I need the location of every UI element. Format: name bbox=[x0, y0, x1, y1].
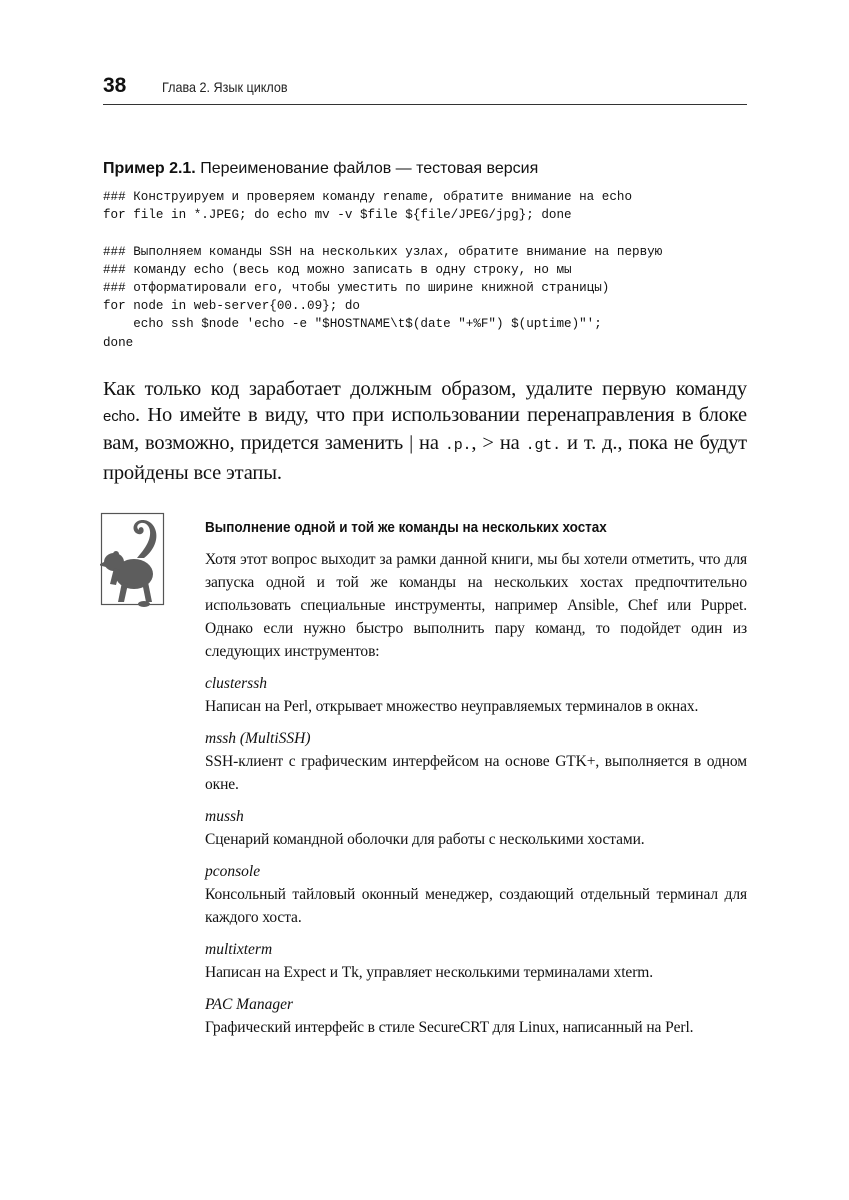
example-caption bbox=[103, 160, 538, 178]
inline-code-gt: .gt. bbox=[525, 437, 561, 455]
note-block bbox=[205, 517, 747, 1039]
paragraph-text-4: и т. д., пока не будут пройдены все этапы. bbox=[103, 432, 747, 484]
tool-name: multixterm bbox=[205, 941, 273, 958]
tool-name: pconsole bbox=[205, 863, 261, 880]
tool-name: mussh bbox=[205, 808, 244, 825]
tool-description: Написан на Expect и Tk, управляет несколькими терминалами xterm. bbox=[205, 964, 653, 981]
tool-description: Графический интерфейс в стиле SecureCRT для Linux, написанный на Perl. bbox=[205, 1019, 694, 1036]
note-title: Выполнение одной и той же команды на нескольких хостах bbox=[205, 520, 607, 536]
inline-code-p: .p. bbox=[444, 437, 472, 455]
tool-description: Сценарий командной оболочки для работы с несколькими хостами. bbox=[205, 831, 645, 848]
body-paragraph bbox=[103, 376, 747, 486]
chapter-title: Глава 2. Язык циклов bbox=[162, 79, 288, 95]
tool-name: mssh (MultiSSH) bbox=[205, 730, 311, 747]
tool-description: Консольный тайловый оконный менеджер, создающий отдельный терминал для каждого хоста. bbox=[205, 886, 747, 926]
page-header bbox=[103, 74, 747, 105]
tool-description: SSH-клиент с графическим интерфейсом на основе GTK+, выполняется в одном окне. bbox=[205, 753, 747, 793]
inline-code-echo: echo bbox=[103, 408, 135, 426]
example-label: Пример 2.1. bbox=[103, 160, 196, 177]
note-text: Хотя этот вопрос выходит за рамки данной книги, мы бы хотели отметить, что для запуска одной и той же команды на нескольких хостах предпочтительно использовать специальные инструменты, например Ansible, Chef или Puppet. Однако если нужно быстро выполнить пару команд, то подойдет один из следующих инструментов: bbox=[205, 551, 747, 660]
paragraph-text-1: Как только код заработает должным образом, удалите первую команду bbox=[103, 378, 747, 400]
tool-name: PAC Manager bbox=[205, 996, 293, 1013]
tool-name: clusterssh bbox=[205, 675, 267, 692]
lemur-icon bbox=[100, 512, 165, 612]
paragraph-text-3: , > на bbox=[471, 432, 526, 455]
code-listing: ### Конструируем и проверяем команду rename, обратите внимание на echo for file in *.JPEG; do echo mv -v $file ${file/JPEG/jpg}; done ### Выполняем команды SSH на нескольких узлах, обратите внимание на первую ### команду echo (весь код можно записать в одну строку, но мы ### отформатировали его, чтобы уместить по ширине книжной страницы) for node in web-server{00..09}; do echo ssh $node 'echo -e "$HOSTNAME\t$(date "+%F") $(uptime)"'; done bbox=[103, 190, 663, 350]
example-title: Переименование файлов — тестовая версия bbox=[200, 160, 539, 177]
page-number: 38 bbox=[103, 74, 127, 97]
paragraph-text-2: . Но имейте в виду, что при использовании перенаправления в блоке вам, возможно, придется заменить | на bbox=[103, 404, 747, 455]
tool-description: Написан на Perl, открывает множество неуправляемых терминалов в окнах. bbox=[205, 698, 699, 715]
